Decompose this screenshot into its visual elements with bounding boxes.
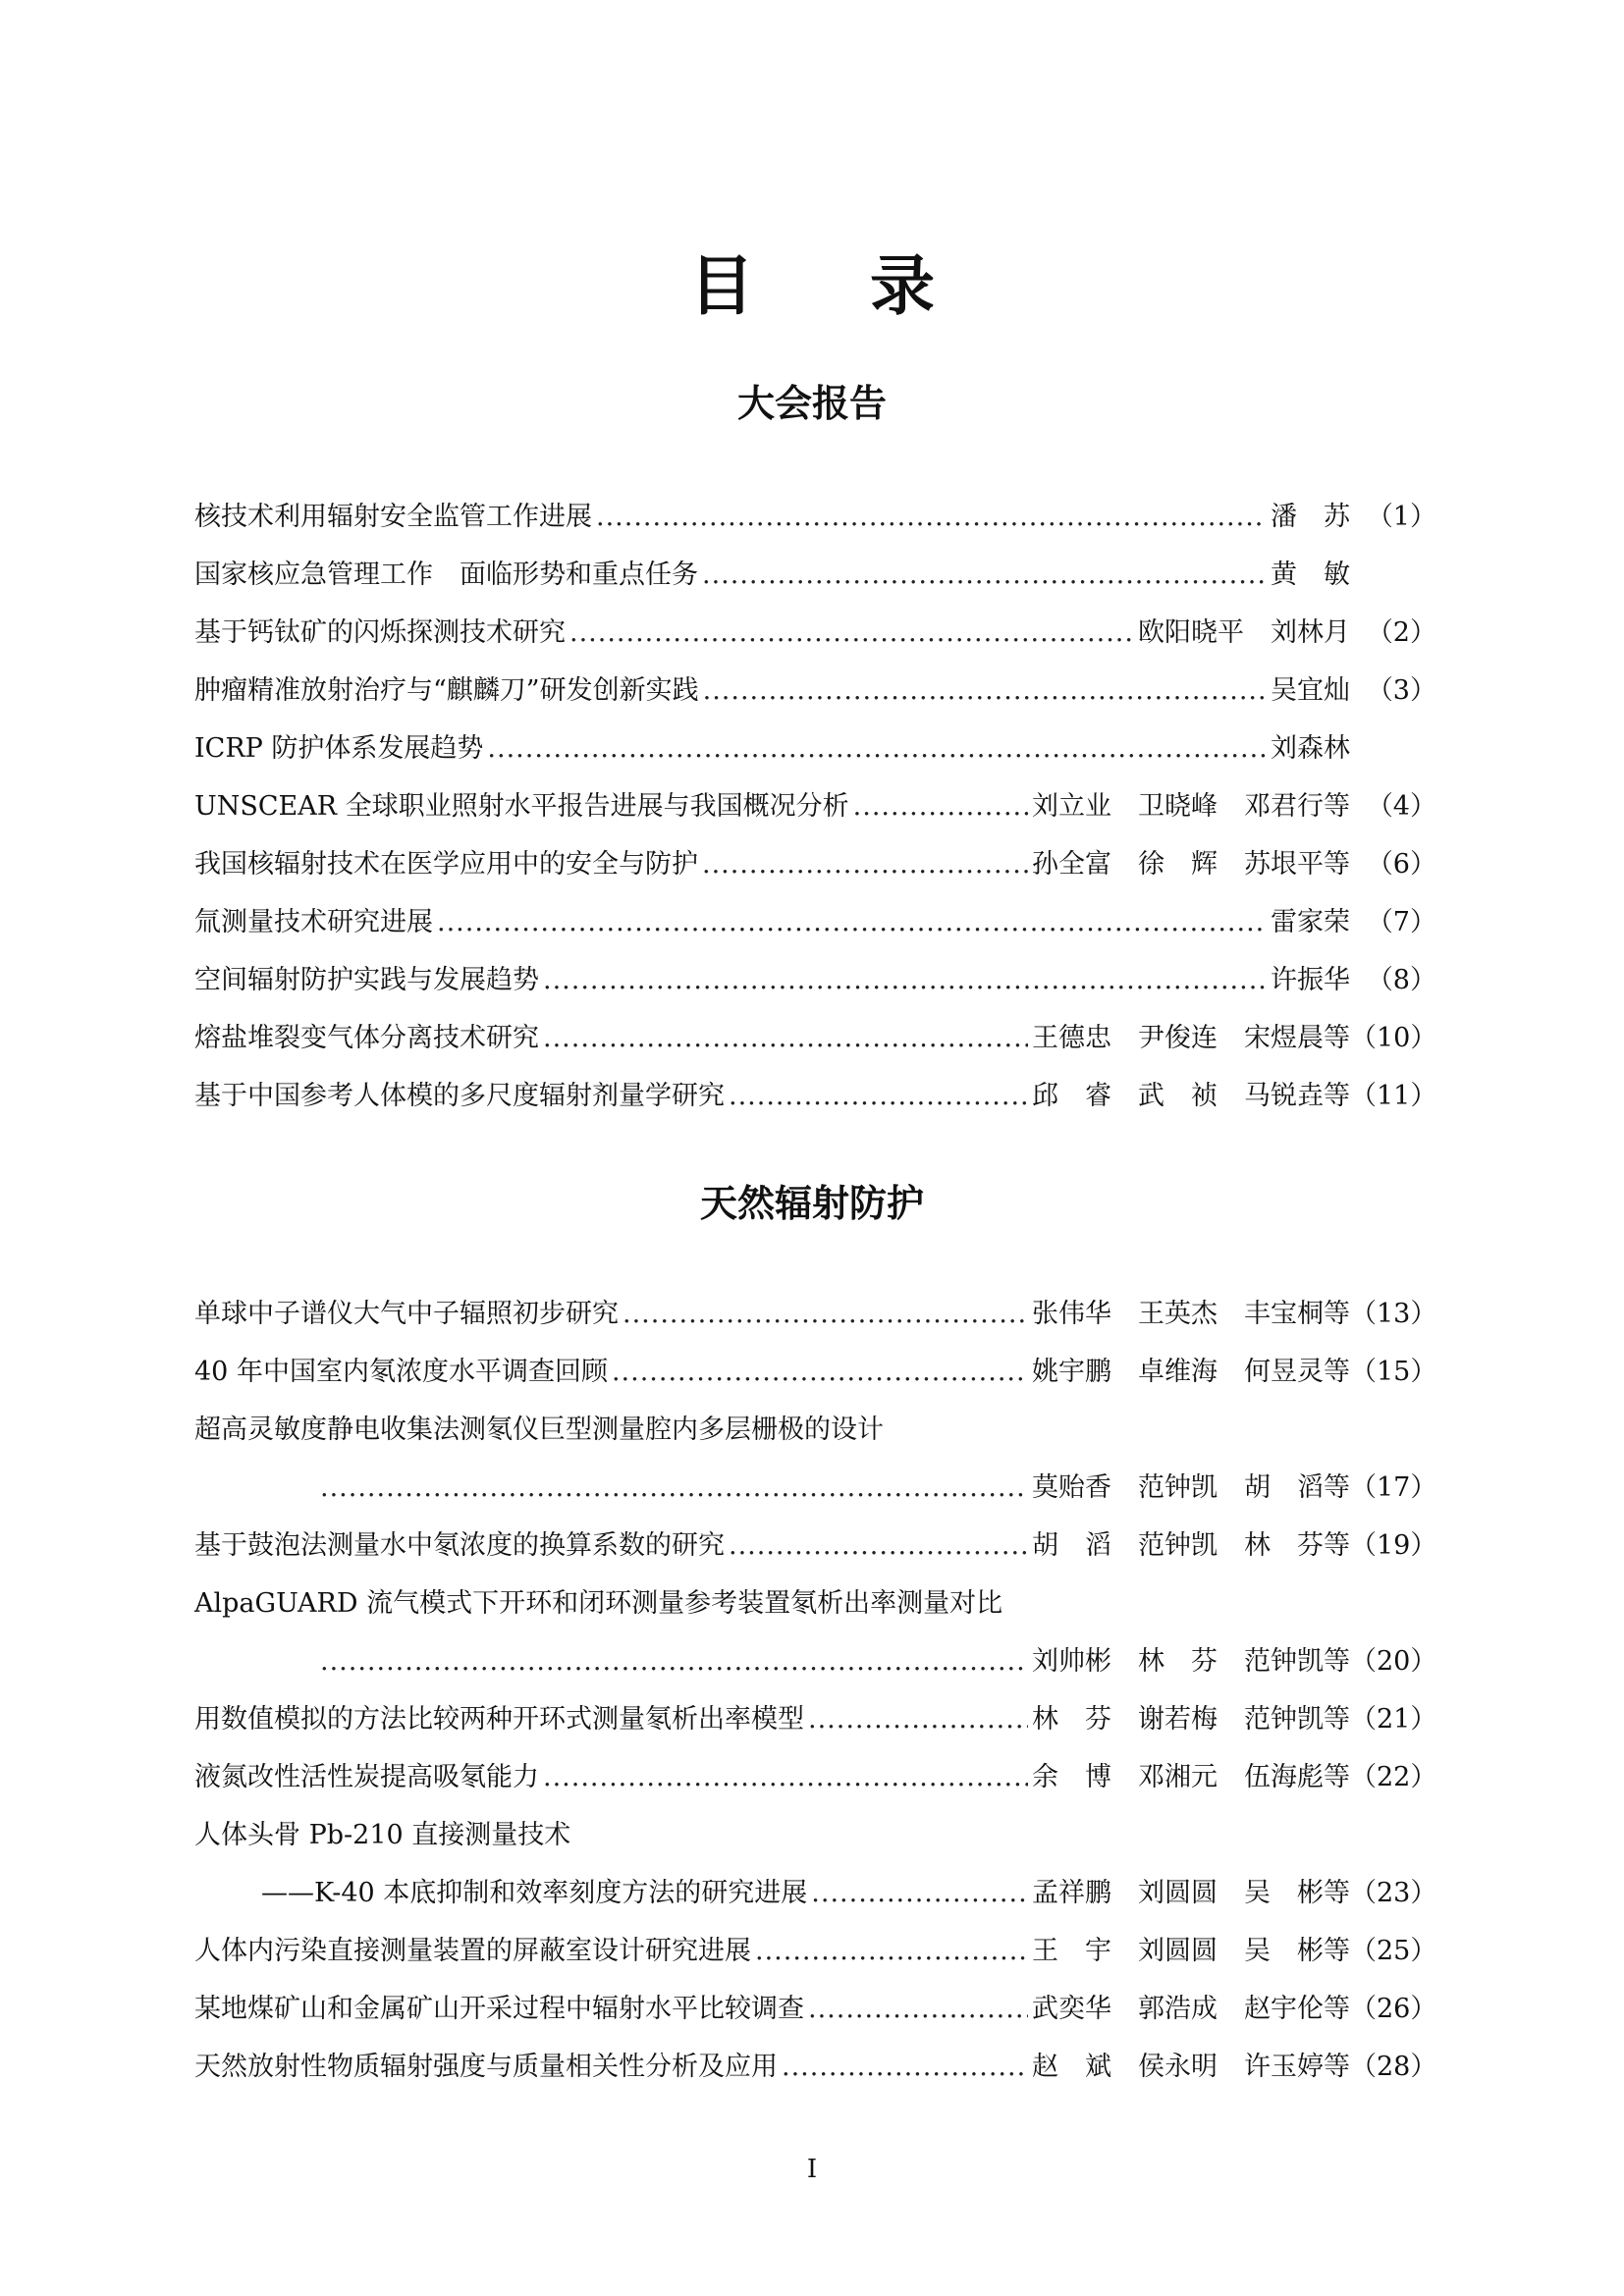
entry-title: 液氮改性活性炭提高吸氡能力 <box>194 1762 539 1792</box>
entry-page: （8） <box>1366 965 1436 995</box>
entry-page: （11） <box>1350 1081 1437 1111</box>
toc-entry[interactable] <box>194 1067 1436 1125</box>
entry-authors: 林 芬 谢若梅 范钟凯等 <box>1032 1704 1350 1735</box>
entry-title: 熔盐堆裂变气体分离技术研究 <box>194 1023 539 1053</box>
leader-dots <box>543 1748 1028 1806</box>
page-title-char-1: 目 <box>689 247 754 324</box>
entry-page: （6） <box>1366 849 1436 880</box>
leader-dots <box>543 1009 1028 1067</box>
entry-title: 超高灵敏度静电收集法测氡仪巨型测量腔内多层栅极的设计 <box>194 1415 884 1445</box>
section-heading-natural-radiation: 天然辐射防护 <box>699 1182 924 1225</box>
entry-title: 人体内污染直接测量装置的屏蔽室设计研究进展 <box>194 1936 751 1966</box>
entry-authors: 姚宇鹏 卓维海 何昱灵等 <box>1032 1357 1350 1387</box>
entry-authors: 赵 斌 侯永明 许玉婷等 <box>1032 2052 1350 2082</box>
leader-dots <box>702 546 1267 604</box>
entry-page: （22） <box>1350 1762 1437 1792</box>
entry-title: 空间辐射防护实践与发展趋势 <box>194 965 539 995</box>
footer-page-number: I <box>806 2155 818 2184</box>
leader-dots <box>596 488 1267 546</box>
entry-authors: 刘森林 <box>1271 733 1350 764</box>
entry-page: （26） <box>1350 1994 1437 2024</box>
toc-entry[interactable] <box>194 951 1436 1009</box>
entry-authors: 刘立业 卫晓峰 邓君行等 <box>1032 791 1350 822</box>
toc-entry[interactable] <box>194 835 1436 893</box>
entry-authors: 武奕华 郭浩成 赵宇伦等 <box>1032 1994 1350 2024</box>
toc-entry[interactable] <box>194 546 1436 604</box>
entry-authors: 邱 睿 武 祯 马锐垚等 <box>1032 1081 1350 1111</box>
entry-page: （20） <box>1350 1646 1437 1677</box>
leader-dots <box>782 2038 1028 2096</box>
leader-dots <box>755 1922 1028 1980</box>
leader-dots <box>703 662 1267 720</box>
entry-title: 基于钙钛矿的闪烁探测技术研究 <box>194 617 566 648</box>
page-title-char-2: 录 <box>870 247 935 324</box>
entry-title: AlpaGUARD 流气模式下开环和闭环测量参考装置氡析出率测量对比 <box>194 1588 1003 1619</box>
toc-entry[interactable] <box>194 1517 1436 1575</box>
entry-authors: 许振华 <box>1271 965 1350 995</box>
leader-dots <box>702 835 1028 893</box>
entry-page: （23） <box>1350 1878 1437 1908</box>
section-heading-plenary: 大会报告 <box>736 382 887 425</box>
toc-entry[interactable] <box>194 1980 1436 2038</box>
entry-authors: 张伟华 王英杰 丰宝桐等 <box>1032 1299 1350 1329</box>
entry-title: 单球中子谱仪大气中子辐照初步研究 <box>194 1299 619 1329</box>
toc-entry[interactable] <box>194 488 1436 546</box>
toc-entry-title-line[interactable] <box>194 1806 1436 1864</box>
entry-authors: 欧阳晓平 刘林月 <box>1138 617 1350 648</box>
entry-page: （19） <box>1350 1530 1437 1561</box>
entry-authors: 余 博 邓湘元 伍海彪等 <box>1032 1762 1350 1792</box>
toc-entry[interactable] <box>194 893 1436 951</box>
toc-entry[interactable] <box>194 720 1436 777</box>
leader-dots <box>808 1980 1028 2038</box>
entry-title: 人体头骨 Pb-210 直接测量技术 <box>194 1820 571 1850</box>
entry-authors: 孙全富 徐 辉 苏垠平等 <box>1032 849 1350 880</box>
leader-dots <box>320 1632 1028 1690</box>
entry-authors: 刘帅彬 林 芬 范钟凯等 <box>1032 1646 1350 1677</box>
leader-dots <box>808 1690 1028 1748</box>
entry-page: （10） <box>1350 1023 1437 1053</box>
entry-page: （1） <box>1366 502 1436 532</box>
entry-page: （13） <box>1350 1299 1437 1329</box>
entry-page: （7） <box>1366 907 1436 937</box>
entry-title: 天然放射性物质辐射强度与质量相关性分析及应用 <box>194 2052 778 2082</box>
entry-title: 我国核辐射技术在医学应用中的安全与防护 <box>194 849 698 880</box>
entry-title: 用数值模拟的方法比较两种开环式测量氡析出率模型 <box>194 1704 804 1735</box>
entry-page: （2） <box>1366 617 1436 648</box>
entry-page: （17） <box>1350 1472 1437 1503</box>
leader-dots <box>612 1343 1028 1401</box>
entry-page: （15） <box>1350 1357 1437 1387</box>
toc-entry[interactable] <box>194 1343 1436 1401</box>
entry-authors: 莫贻香 范钟凯 胡 滔等 <box>1032 1472 1350 1503</box>
entry-title: 基于鼓泡法测量水中氡浓度的换算系数的研究 <box>194 1530 725 1561</box>
entry-authors: 孟祥鹏 刘圆圆 吴 彬等 <box>1032 1878 1350 1908</box>
entry-title: 40 年中国室内氡浓度水平调查回顾 <box>194 1357 608 1387</box>
toc-entry[interactable] <box>194 1285 1436 1343</box>
leader-dots <box>729 1067 1028 1125</box>
toc-entry-continuation[interactable] <box>194 1459 1436 1517</box>
entry-title: 基于中国参考人体模的多尺度辐射剂量学研究 <box>194 1081 725 1111</box>
entry-page: （4） <box>1366 791 1436 822</box>
entry-page: （25） <box>1350 1936 1437 1966</box>
toc-entry[interactable] <box>194 1748 1436 1806</box>
toc-entry[interactable] <box>194 1009 1436 1067</box>
entry-title: ——K-40 本底抑制和效率刻度方法的研究进展 <box>261 1878 808 1908</box>
toc-section-plenary <box>194 488 1436 1125</box>
entry-authors: 王 宇 刘圆圆 吴 彬等 <box>1032 1936 1350 1966</box>
toc-entry[interactable] <box>194 662 1436 720</box>
entry-title: 国家核应急管理工作 面临形势和重点任务 <box>194 560 698 590</box>
entry-authors: 黄 敏 <box>1271 560 1350 590</box>
leader-dots <box>569 604 1134 662</box>
toc-entry[interactable] <box>194 1690 1436 1748</box>
entry-authors: 吴宜灿 <box>1271 675 1350 706</box>
leader-dots <box>543 951 1267 1009</box>
leader-dots <box>437 893 1267 951</box>
toc-entry-subtitle[interactable] <box>194 1864 1436 1922</box>
toc-entry[interactable] <box>194 604 1436 662</box>
entry-title: 氚测量技术研究进展 <box>194 907 433 937</box>
leader-dots <box>623 1285 1028 1343</box>
entry-authors: 胡 滔 范钟凯 林 芬等 <box>1032 1530 1350 1561</box>
entry-title: 核技术利用辐射安全监管工作进展 <box>194 502 592 532</box>
leader-dots <box>487 720 1267 777</box>
page-title <box>0 234 1624 327</box>
entry-title: UNSCEAR 全球职业照射水平报告进展与我国概况分析 <box>194 791 849 822</box>
entry-page: （21） <box>1350 1704 1437 1735</box>
entry-title: 肿瘤精准放射治疗与“麒麟刀”研发创新实践 <box>194 675 699 706</box>
toc-entry-title-line[interactable] <box>194 1401 1436 1459</box>
entry-authors: 王德忠 尹俊连 宋煜晨等 <box>1032 1023 1350 1053</box>
toc-entry[interactable] <box>194 1922 1436 1980</box>
toc-entry-title-line[interactable] <box>194 1575 1436 1632</box>
leader-dots <box>320 1459 1028 1517</box>
entry-authors: 潘 苏 <box>1271 502 1350 532</box>
entry-title: 某地煤矿山和金属矿山开采过程中辐射水平比较调查 <box>194 1994 804 2024</box>
toc-entry[interactable] <box>194 2038 1436 2096</box>
leader-dots <box>853 777 1028 835</box>
entry-authors: 雷家荣 <box>1271 907 1350 937</box>
leader-dots <box>729 1517 1028 1575</box>
entry-title: ICRP 防护体系发展趋势 <box>194 733 484 764</box>
toc-section-natural-radiation <box>194 1285 1436 2096</box>
entry-page: （3） <box>1366 675 1436 706</box>
toc-entry-continuation[interactable] <box>194 1632 1436 1690</box>
toc-entry[interactable] <box>194 777 1436 835</box>
entry-page: （28） <box>1350 2052 1437 2082</box>
leader-dots <box>811 1864 1028 1922</box>
